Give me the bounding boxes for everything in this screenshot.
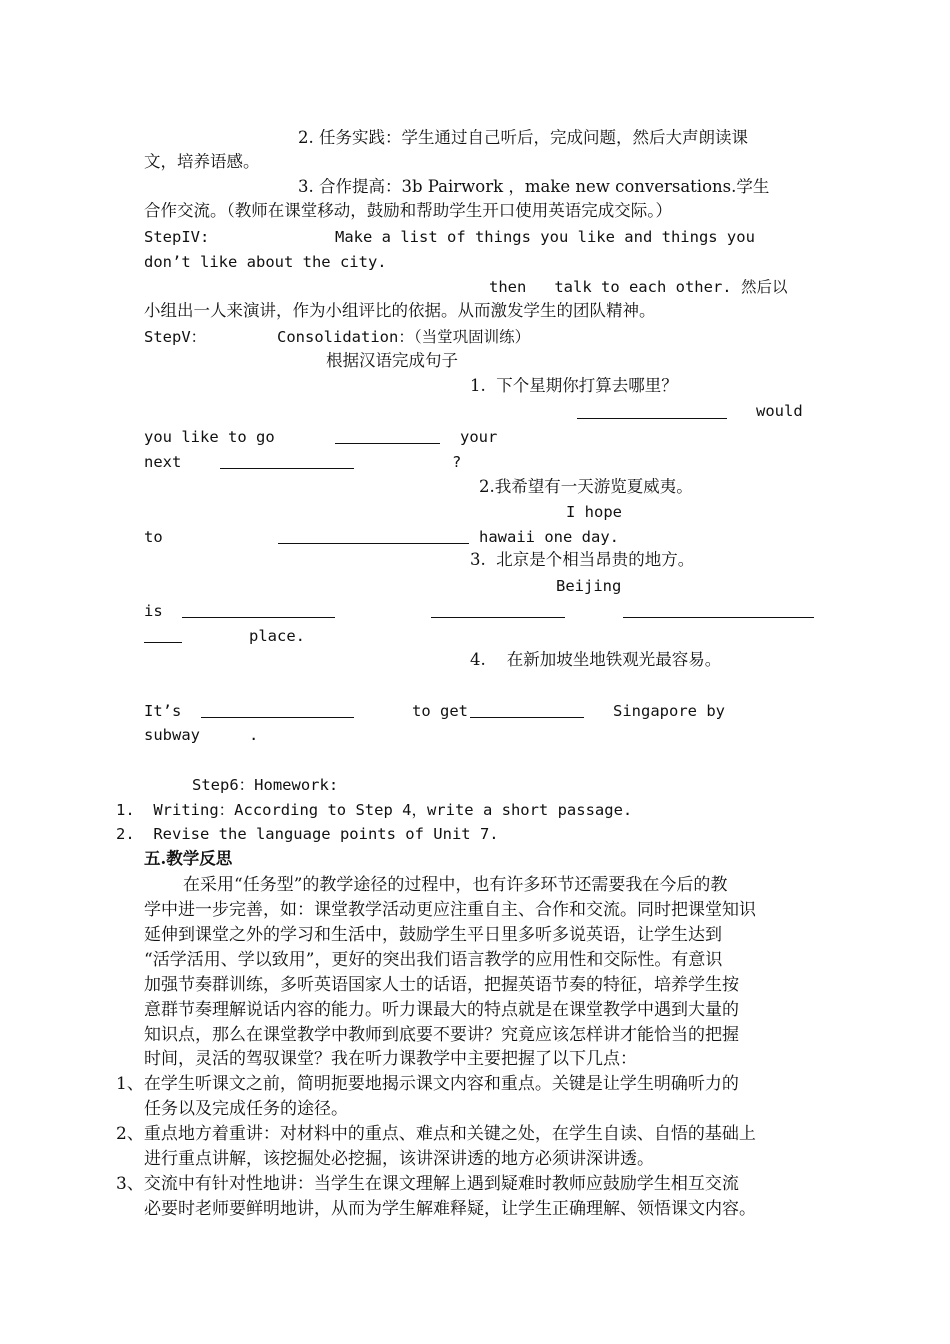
reflection-line-1: 在采用“任务型”的教学途径的过程中，也有许多环节还需要我在今后的教	[183, 875, 728, 895]
q1-blank-1[interactable]	[577, 418, 727, 419]
reflection-heading: 五.教学反思	[144, 849, 233, 868]
homework-item-1: 1. Writing：According to Step 4，write a short passage.	[116, 801, 633, 819]
q1-question-mark: ?	[452, 453, 462, 471]
q4-blank-2[interactable]	[470, 717, 584, 718]
q3-is: is	[144, 602, 163, 620]
q1-your: your	[460, 428, 498, 446]
q3-beijing: Beijing	[556, 577, 622, 595]
q4-dot: .	[249, 726, 259, 744]
q2-end: hawaii one day.	[479, 528, 619, 546]
task-practice-cont: 文，培养语感。	[144, 152, 260, 171]
reflection-line-5: 加强节奏群训练，多听英语国家人士的话语，把握英语节奏的特征，培养学生按	[144, 975, 739, 995]
q1-blank-3[interactable]	[220, 468, 354, 469]
q2-to: to	[144, 528, 163, 546]
step5-sub: 根据汉语完成句子	[326, 351, 458, 370]
reflection-line-6: 意群节奏理解说话内容的能力。听力课最大的特点就是在课堂教学中遇到大量的	[144, 1000, 739, 1020]
q3-blank-3-cont[interactable]	[144, 642, 182, 643]
q4-end: Singapore by	[613, 702, 725, 720]
homework-title: Step6：Homework:	[192, 776, 339, 794]
q4-subway: subway	[144, 726, 200, 744]
reflection-line-3: 延伸到课堂之外的学习和生活中，鼓励学生平日里多听多说英语，让学生达到	[144, 925, 722, 945]
cooperate-cont: 合作交流。（教师在课堂移动，鼓励和帮助学生开口使用英语完成交际。）	[144, 201, 672, 220]
step4-cont: don’t like about the city.	[144, 253, 387, 271]
step5-text: Consolidation：（当堂巩固训练）	[277, 328, 531, 346]
cooperate-line: 3. 合作提高：3b Pairwork ，make new conversations.学生	[298, 177, 770, 196]
reflection-line-7: 知识点，那么在课堂教学中教师到底要不要讲？究竟应该怎样讲才能恰当的把握	[144, 1025, 739, 1045]
q4-toget: to get	[412, 702, 468, 720]
reflection-point-2: 2、重点地方着重讲：对材料中的重点、难点和关键之处，在学生自读、自悟的基础上	[116, 1124, 756, 1144]
task-practice-line: 2. 任务实践：学生通过自己听后，完成问题，然后大声朗读课	[298, 128, 748, 147]
q3-chinese: 3. 北京是个相当昂贵的地方。	[470, 550, 695, 569]
reflection-line-2: 学中进一步完善，如：课堂教学活动更应注重自主、合作和交流。同时把课堂知识	[144, 900, 756, 920]
q3-blank-1[interactable]	[182, 617, 335, 618]
q2-blank[interactable]	[278, 543, 469, 544]
reflection-point-1: 1、在学生听课文之前，简明扼要地揭示课文内容和重点。关键是让学生明确听力的	[116, 1074, 739, 1094]
q1-next: next	[144, 453, 182, 471]
reflection-line-4: “活学活用、学以致用”，更好的突出我们语言教学的应用性和交际性。有意识	[144, 950, 723, 970]
step4-text: Make a list of things you like and things you	[335, 228, 755, 246]
q4-its: It’s	[144, 702, 182, 720]
reflection-point-3-cont: 必要时老师要鲜明地讲，从而为学生解难释疑，让学生正确理解、领悟课文内容。	[144, 1199, 756, 1219]
q3-place: place.	[249, 627, 305, 645]
homework-item-2: 2. Revise the language points of Unit 7.	[116, 825, 499, 843]
q2-chinese: 2.我希望有一天游览夏威夷。	[479, 477, 693, 496]
q1-like: you like to go	[144, 428, 275, 446]
reflection-line-8: 时间，灵活的驾驭课堂？我在听力课教学中主要把握了以下几点：	[144, 1049, 637, 1069]
q1-blank-2[interactable]	[335, 443, 440, 444]
step4-zh: 小组出一人来演讲，作为小组评比的依据。从而激发学生的团队精神。	[144, 301, 656, 320]
q4-blank-1[interactable]	[201, 717, 354, 718]
q4-chinese: 4. 在新加坡坐地铁观光最容易。	[470, 650, 722, 669]
step4-then: then talk to each other. 然后以	[489, 278, 788, 296]
q2-hope: I hope	[566, 503, 622, 521]
reflection-point-2-cont: 进行重点讲解，该挖掘处必挖掘，该讲深讲透的地方必须讲深讲透。	[144, 1149, 654, 1169]
reflection-point-1-cont: 任务以及完成任务的途径。	[144, 1099, 348, 1119]
q3-blank-2[interactable]	[431, 617, 565, 618]
step5-label: StepV：	[144, 328, 207, 346]
q1-would: would	[756, 402, 803, 420]
reflection-point-3: 3、交流中有针对性地讲：当学生在课文理解上遇到疑难时教师应鼓励学生相互交流	[116, 1174, 739, 1194]
step4-label: StepIV:	[144, 228, 210, 246]
q1-chinese: 1. 下个星期你打算去哪里？	[470, 376, 678, 395]
q3-blank-3[interactable]	[623, 617, 814, 618]
